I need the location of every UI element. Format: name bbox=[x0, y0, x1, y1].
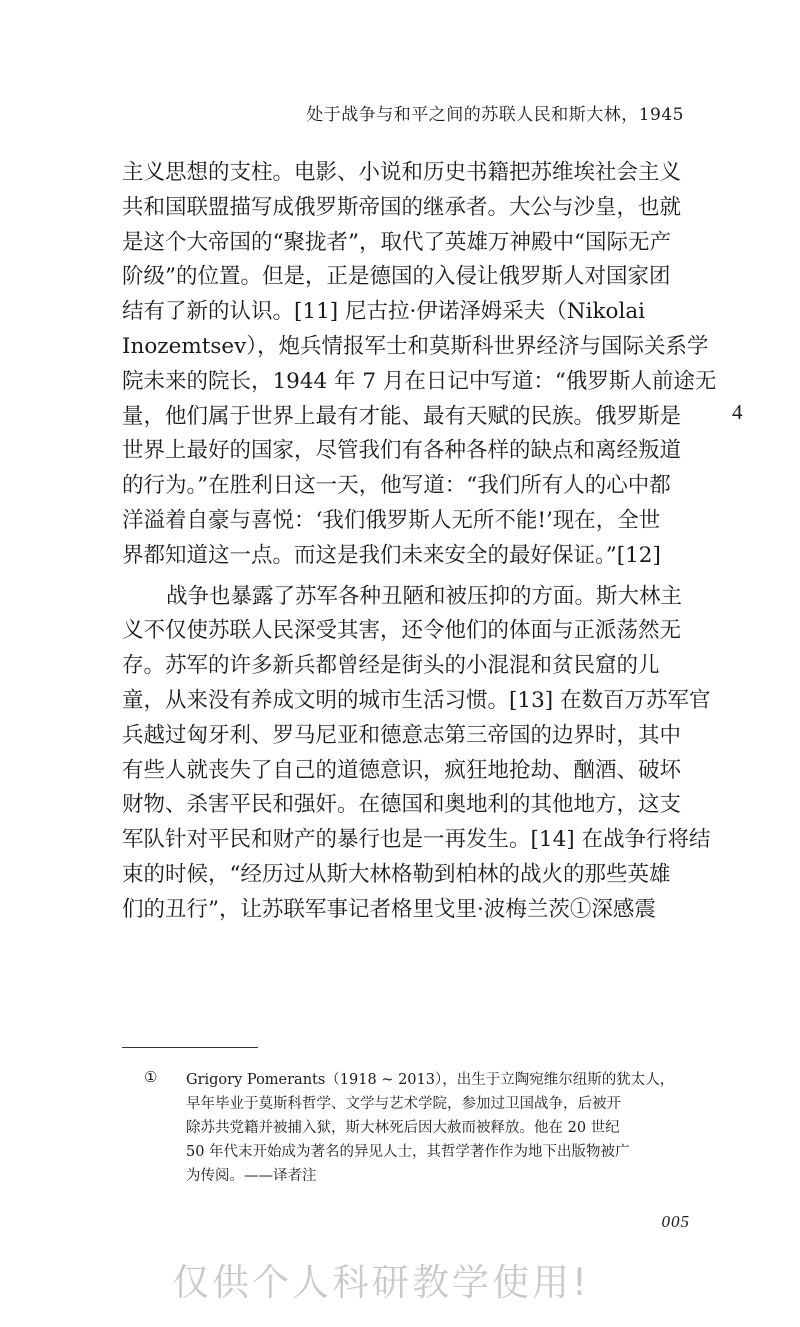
page-number: 005 bbox=[661, 1212, 690, 1231]
footnote-line: 早年毕业于莫斯科哲学、文学与艺术学院，参加过卫国战争，后被开 bbox=[186, 1096, 621, 1112]
text-line: Inozemtsev），炮兵情报军士和莫斯科世界经济与国际关系学 bbox=[122, 333, 709, 359]
text-line: 院未来的院长，1944 年 7 月在日记中写道：“俄罗斯人前途无 bbox=[122, 368, 717, 394]
text-line: 兵越过匈牙利、罗马尼亚和德意志第三帝国的边界时，其中 bbox=[122, 722, 682, 748]
footnote-line: Grigory Pomerants（1918 ~ 2013），出生于立陶宛维尔纽斯的犹太人， bbox=[186, 1072, 675, 1088]
text-line: 是这个大帝国的“聚拢者”，取代了英雄万神殿中“国际无产 bbox=[122, 229, 671, 255]
watermark: 仅供个人科研教学使用! bbox=[172, 1261, 590, 1304]
text-line: 战争也暴露了苏军各种丑陋和被压抑的方面。斯大林主 bbox=[166, 583, 683, 609]
text-line: 有些人就丧失了自己的道德意识，疯狂地抢劫、酗酒、破坏 bbox=[122, 757, 682, 783]
footnote bbox=[144, 1068, 690, 1188]
text-line: 结有了新的认识。[11] 尼古拉·伊诺泽姆采夫（Nikolai bbox=[122, 299, 646, 325]
text-line: 共和国联盟描写成俄罗斯帝国的继承者。大公与沙皇，也就 bbox=[122, 194, 682, 220]
footnote-marker: ① bbox=[144, 1068, 158, 1086]
text-line: 童，从来没有养成文明的城市生活习惯。[13] 在数百万苏军官 bbox=[122, 687, 711, 713]
text-line: 们的丑行”，让苏联军事记者格里戈里·波梅兰茨①深感震 bbox=[122, 896, 656, 922]
footnote-divider bbox=[122, 1047, 258, 1048]
margin-page-reference: 4 bbox=[732, 400, 743, 424]
text-line: 洋溢着自豪与喜悦：‘我们俄罗斯人无所不能!’现在，全世 bbox=[122, 507, 661, 533]
running-header: 处于战争与和平之间的苏联人民和斯大林，1945 bbox=[306, 105, 684, 125]
body-text bbox=[122, 156, 717, 928]
text-line: 世界上最好的国家，尽管我们有各种各样的缺点和离经叛道 bbox=[122, 438, 682, 464]
text-line: 的行为。”在胜利日这一天，他写道：“我们所有人的心中都 bbox=[122, 473, 671, 499]
text-line: 束的时候，“经历过从斯大林格勒到柏林的战火的那些英雄 bbox=[122, 861, 671, 887]
text-line: 财物、杀害平民和强奸。在德国和奥地利的其他地方，这支 bbox=[122, 792, 682, 818]
text-line: 阶级”的位置。但是，正是德国的入侵让俄罗斯人对国家团 bbox=[122, 264, 671, 290]
footnote-line: 为传阅。——译者注 bbox=[186, 1168, 317, 1184]
footnote-line: 除苏共党籍并被捕入狱，斯大林死后因大赦而被释放。他在 20 世纪 bbox=[186, 1120, 620, 1136]
text-line: 量，他们属于世界上最有才能、最有天赋的民族。俄罗斯是 bbox=[122, 403, 682, 429]
text-line: 军队针对平民和财产的暴行也是一再发生。[14] 在战争行将结 bbox=[122, 827, 711, 853]
text-line: 界都知道这一点。而这是我们未来安全的最好保证。”[12] bbox=[122, 542, 661, 568]
footnote-line: 50 年代末开始成为著名的异见人士，其哲学著作作为地下出版物被广 bbox=[186, 1144, 630, 1160]
text-line: 存。苏军的许多新兵都曾经是街头的小混混和贫民窟的儿 bbox=[122, 653, 660, 679]
text-line: 主义思想的支柱。电影、小说和历史书籍把苏维埃社会主义 bbox=[122, 160, 682, 185]
text-line: 义不仅使苏联人民深受其害，还令他们的体面与正派荡然无 bbox=[122, 618, 682, 644]
